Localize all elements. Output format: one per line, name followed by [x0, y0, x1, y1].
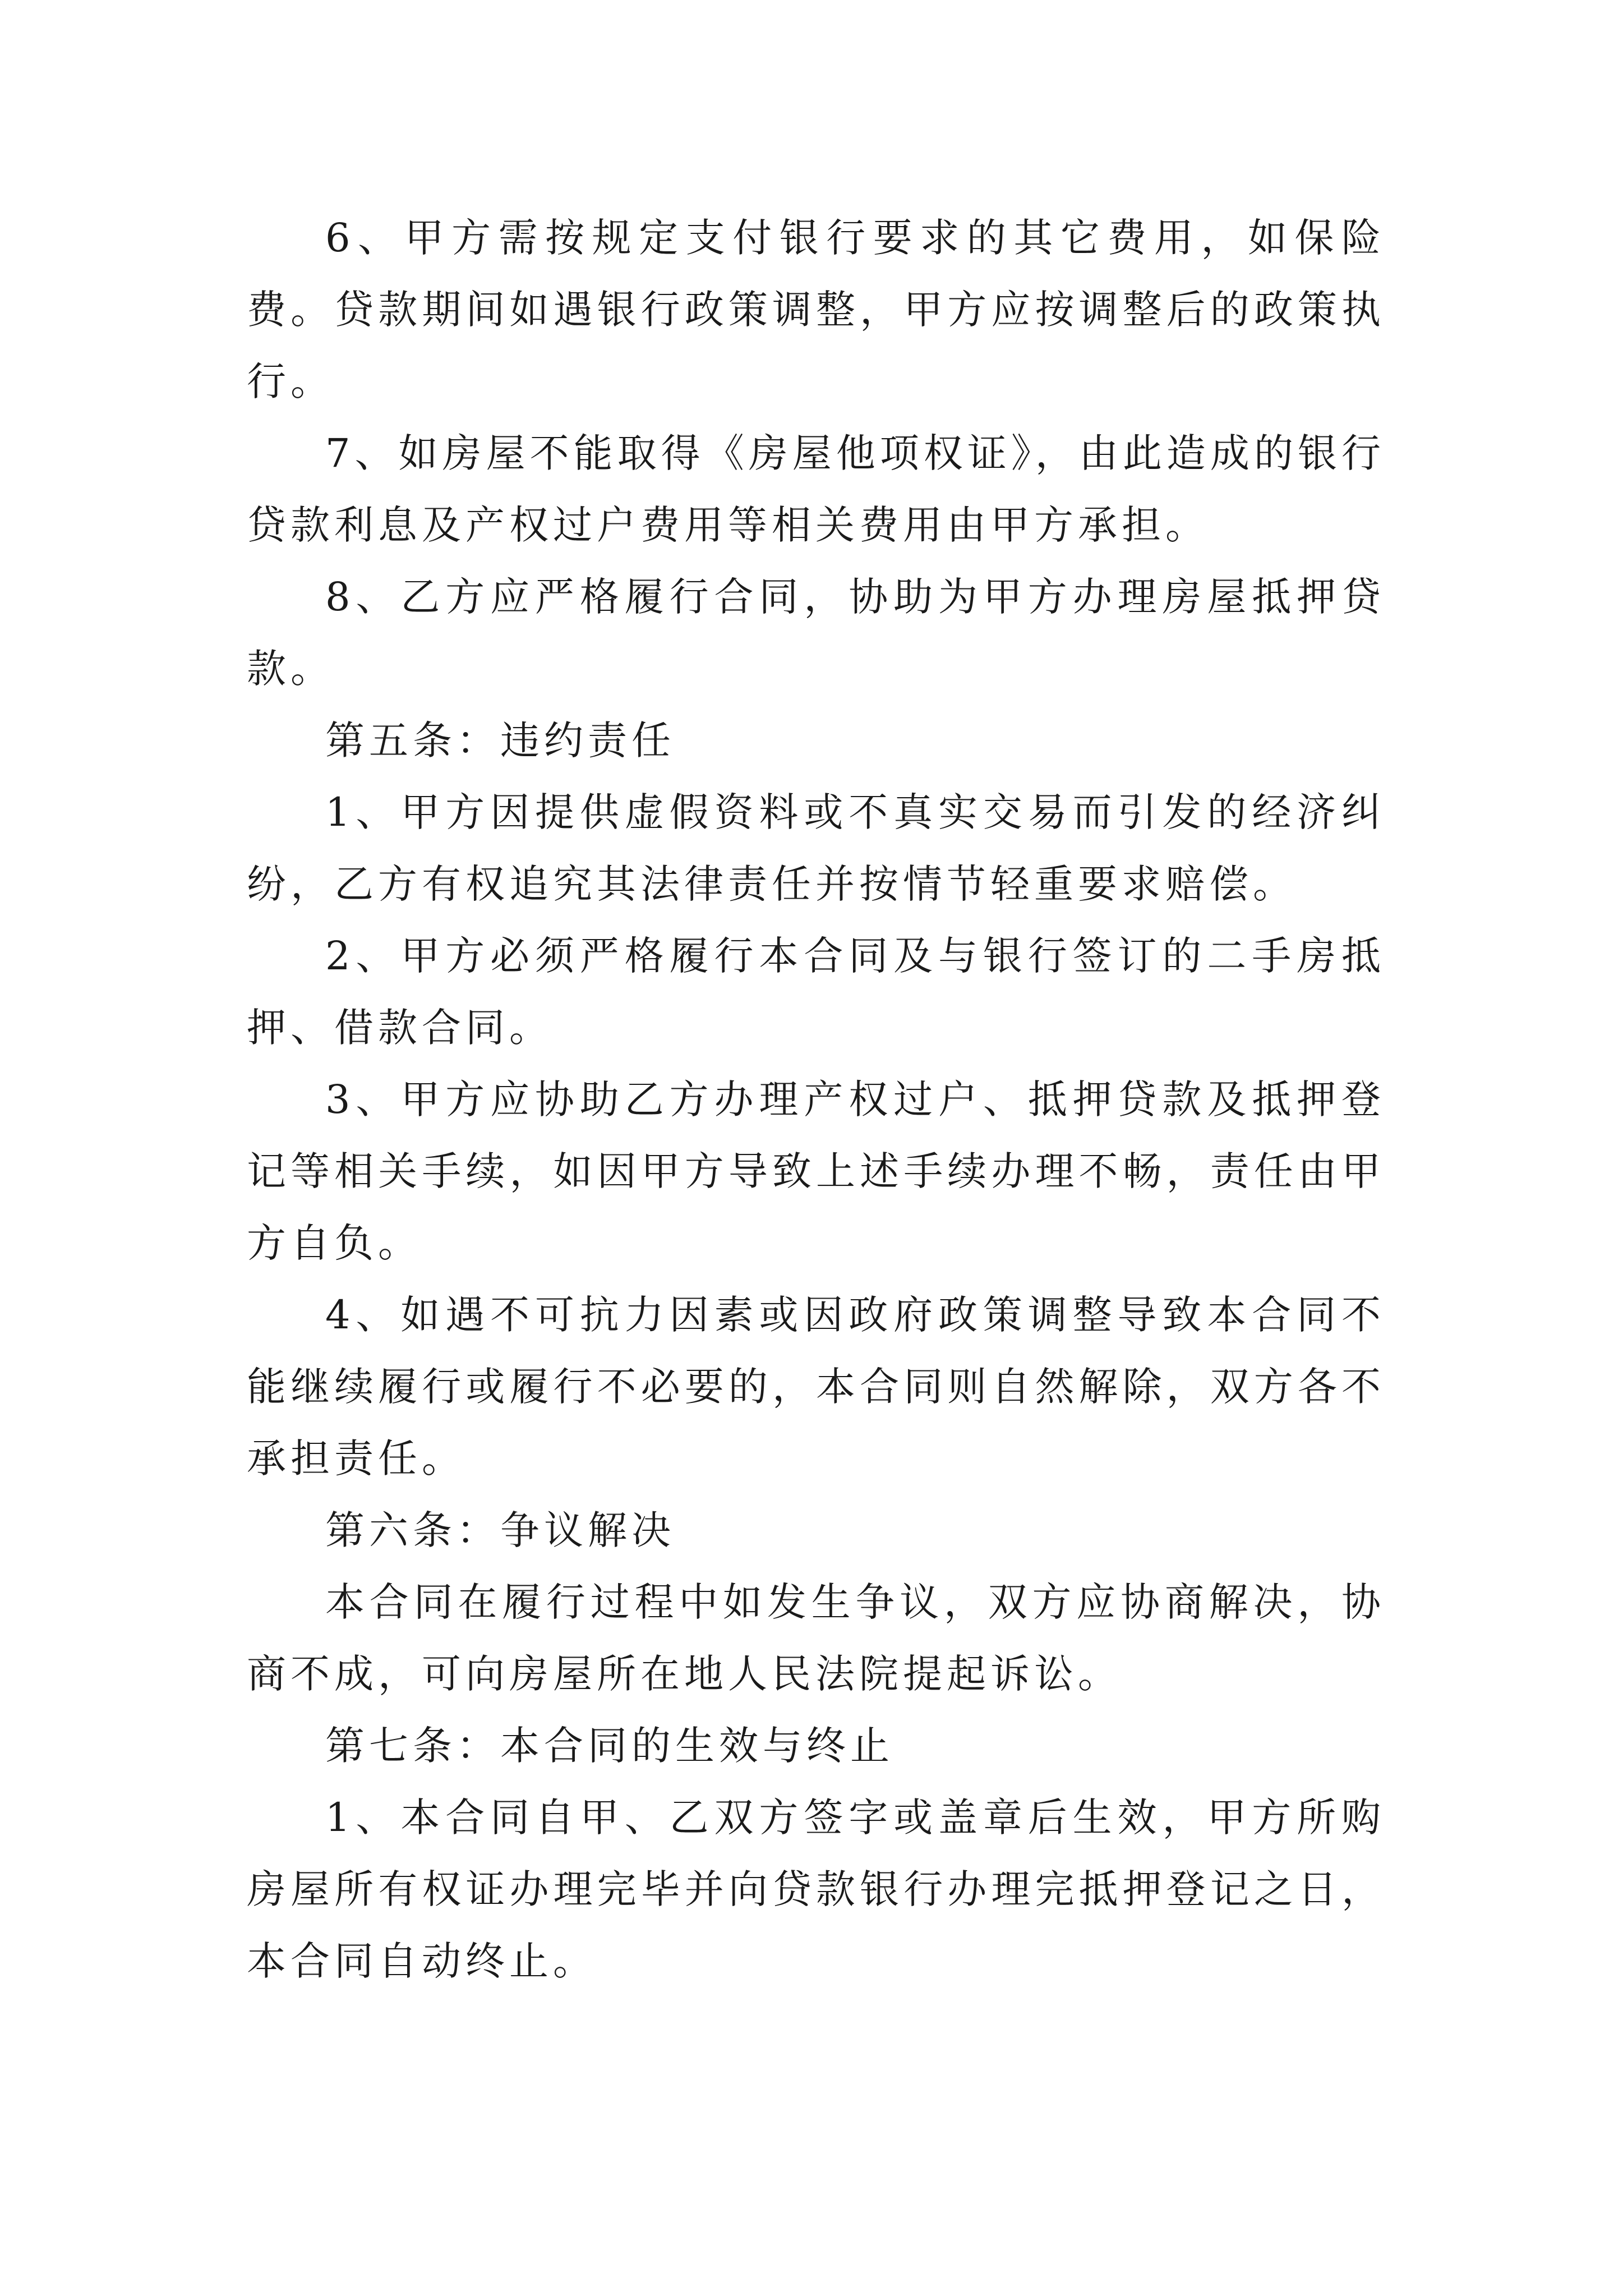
article-5-item-3: 3、甲方应协助乙方办理产权过户、抵押贷款及抵押登记等相关手续，如因甲方导致上述手续办理不畅，责任由甲方自负。: [247, 1076, 1385, 1266]
document-body: [247, 202, 1385, 1997]
article-6-body: 本合同在履行过程中如发生争议，双方应协商解决，协商不成，可向房屋所在地人民法院提起诉讼。: [247, 1579, 1385, 1697]
article-7-item-1: 1、本合同自甲、乙双方签字或盖章后生效，甲方所购房屋所有权证办理完毕并向贷款银行办理完抵押登记之日，本合同自动终止。: [247, 1795, 1385, 1984]
clause-8: 8、乙方应严格履行合同，协助为甲方办理房屋抵押贷款。: [247, 574, 1385, 692]
clause-6: 6、甲方需按规定支付银行要求的其它费用，如保险费。贷款期间如遇银行政策调整，甲方应按调整后的政策执行。: [247, 215, 1385, 404]
article-5-item-2: 2、甲方必须严格履行本合同及与银行签订的二手房抵押、借款合同。: [247, 933, 1385, 1051]
article-5-heading: 第五条：违约责任: [325, 717, 675, 763]
article-5-item-4: 4、如遇不可抗力因素或因政府政策调整导致本合同不能继续履行或履行不必要的，本合同则自然解除，双方各不承担责任。: [247, 1292, 1385, 1481]
article-7-heading: 第七条：本合同的生效与终止: [325, 1723, 894, 1769]
article-5-item-1: 1、甲方因提供虚假资料或不真实交易而引发的经济纠纷，乙方有权追究其法律责任并按情节轻重要求赔偿。: [247, 789, 1385, 907]
article-6-heading: 第六条：争议解决: [325, 1507, 675, 1553]
clause-7: 7、如房屋不能取得《房屋他项权证》，由此造成的银行贷款利息及产权过户费用等相关费用由甲方承担。: [247, 430, 1385, 548]
